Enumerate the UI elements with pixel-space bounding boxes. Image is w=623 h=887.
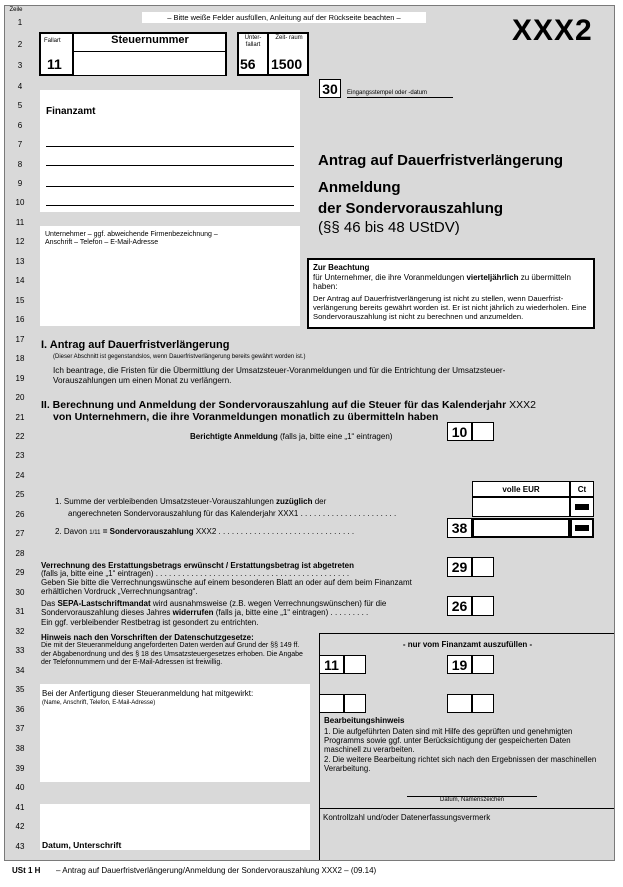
kontrollzahl-label: Kontrollzahl und/oder Datenerfassungsvermerk — [323, 813, 491, 822]
unterschrift-box[interactable] — [40, 804, 310, 850]
title-line1: Antrag auf Dauerfristverlängerung — [318, 152, 564, 169]
section2-heading1: II. Berechnung und Anmeldung der Sondervorauszahlung auf die Steuer für das Kalenderjahr XXX2 — [41, 399, 536, 411]
row-number: 17 — [15, 335, 25, 344]
kz-26-input[interactable] — [472, 596, 494, 616]
berichtigt-label: Berichtigte Anmeldung (falls ja, bitte eine „1“ eintragen) — [190, 432, 393, 441]
row-number: 26 — [15, 510, 25, 519]
kz-38: 38 — [447, 518, 472, 538]
row-number: 31 — [15, 607, 25, 616]
row-number: 36 — [15, 705, 25, 714]
datenschutz-text: Die mit der Steueranmeldung angeforderten Daten werden auf Grund der §§ 149 ff. der Abgabenordnung und des § 18 des Umsatzsteuergesetzes erhoben. Die Angabe der Telefonnummern und der E-Mail-Adressen ist freiwillig. — [41, 642, 303, 667]
beachtung-heading: Zur Beachtung — [313, 263, 370, 272]
amount2-eur[interactable] — [472, 518, 570, 538]
row-number: 18 — [15, 354, 25, 363]
row-number: 14 — [15, 276, 25, 285]
row-number: 19 — [15, 374, 25, 383]
instruction-banner: – Bitte weiße Felder ausfüllen, Anleitung auf der Rückseite beachten – — [142, 12, 426, 23]
row-number: 24 — [15, 471, 25, 480]
eingang-label: Eingangsstempel oder -datum — [347, 90, 453, 98]
unternehmer-label: Unternehmer – ggf. abweichende Firmenbezeichnung – Anschrift – Telefon – E-Mail-Adresse — [45, 231, 218, 246]
zeile-label: Zeile — [9, 7, 23, 13]
section2-heading2: von Unternehmern, die ihre Voranmeldungen monatlich zu übermitteln haben — [53, 411, 439, 423]
kz-10-input[interactable] — [472, 422, 494, 441]
amount1-ct[interactable] — [570, 497, 594, 517]
beachtung-text2: Der Antrag auf Dauerfristverlängerung ist nicht zu stellen, wenn Dauerfrist- verlängerung bereits gewährt worden ist. Er ist nicht jährlich zu wiederholen. Eine Sondervorauszahlung ist nicht zu berechnen und anzumelden. — [313, 294, 587, 321]
item1-line1: 1. Summe der verbleibenden Umsatzsteuer-Vorauszahlungen zuzüglich der — [55, 497, 327, 506]
form-code: XXX2 — [512, 14, 593, 47]
kz-29: 29 — [447, 557, 472, 577]
fa-empty-1[interactable] — [319, 694, 344, 713]
amount2-ct[interactable] — [570, 518, 594, 538]
sepa-line1: Das SEPA-Lastschriftmandat wird ausnahmsweise (z.B. wegen Verrechnungswünschen) für die — [41, 599, 387, 608]
row-number: 40 — [15, 783, 25, 792]
datum-unterschrift-label: Datum, Unterschrift — [42, 840, 122, 850]
row-number: 23 — [15, 451, 25, 460]
row-number: 33 — [15, 646, 25, 655]
row-number: 5 — [17, 101, 23, 110]
steuernummer-label: Steuernummer — [111, 34, 189, 46]
row-number: 43 — [15, 842, 25, 851]
row-number: 35 — [15, 685, 25, 694]
steuernummer-input[interactable] — [74, 51, 225, 75]
row-number: 13 — [15, 257, 25, 266]
row-number: 27 — [15, 529, 25, 538]
unternehmer-box[interactable] — [40, 226, 300, 326]
mitwirkung-box[interactable] — [40, 684, 310, 782]
zeitraum-value: 1500 — [271, 56, 303, 72]
fa-empty-4[interactable] — [472, 694, 494, 713]
footer-code: USt 1 H — [12, 866, 41, 875]
title-line3: der Sondervorauszahlung — [318, 200, 504, 217]
unterfallart-label: Unter- fallart — [244, 35, 262, 48]
row-number: 2 — [17, 40, 23, 49]
beachtung-text1: für Unternehmer, die ihre Voranmeldungen vierteljährlich zu übermitteln haben: — [313, 273, 571, 291]
amount1-eur[interactable] — [472, 497, 570, 517]
row-number: 39 — [15, 764, 25, 773]
row-number: 22 — [15, 432, 25, 441]
finanzamt-label: Finanzamt — [46, 106, 96, 117]
fallart-value: 11 — [47, 56, 62, 72]
fa-kz-11: 11 — [319, 655, 344, 674]
fallart-label: Fallart — [44, 38, 61, 44]
row-number: 11 — [15, 218, 25, 227]
row-number: 41 — [15, 803, 25, 812]
kz-10: 10 — [447, 422, 472, 441]
beachtung-box — [307, 258, 595, 329]
finanzamt-box[interactable] — [40, 90, 300, 212]
row-number: 34 — [15, 666, 25, 675]
row-number: 28 — [15, 549, 25, 558]
row-number: 12 — [15, 237, 25, 246]
col-eur-header: volle EUR — [472, 481, 570, 497]
row-number: 7 — [17, 140, 23, 149]
hinweis-heading: Bearbeitungshinweis — [324, 716, 405, 725]
item1-line2: angerechneten Sondervorauszahlung für das Kalenderjahr XXX1 . . . . . . . . . . . . . . . . . . . . . . — [68, 509, 397, 518]
datenschutz-heading: Hinweis nach den Vorschriften der Datenschutzgesetze: — [41, 633, 254, 642]
kz-26: 26 — [447, 596, 472, 616]
row-number: 42 — [15, 822, 25, 831]
fa-kz-19: 19 — [447, 655, 472, 674]
row-number: 20 — [15, 393, 25, 402]
sepa-line3: Ein ggf. verbleibender Restbetrag ist gesondert zu entrichten. — [41, 618, 259, 627]
row-number: 38 — [15, 744, 25, 753]
row-number: 16 — [15, 315, 25, 324]
row-number: 15 — [15, 296, 25, 305]
verrechnung-line3: Geben Sie bitte die Verrechnungswünsche auf einem besonderen Blatt an oder auf dem beim Finanzamt — [41, 578, 412, 587]
row-number: 25 — [15, 490, 25, 499]
col-ct-header: Ct — [570, 481, 594, 497]
section1-heading: I. Antrag auf Dauerfristverlängerung — [41, 339, 230, 351]
kz-29-input[interactable] — [472, 557, 494, 577]
fa-kz-19-input[interactable] — [472, 655, 494, 674]
mitwirkung-sub: (Name, Anschrift, Telefon, E-Mail-Adresse) — [42, 700, 156, 706]
row-number: 37 — [15, 724, 25, 733]
sepa-line2: Sondervorauszahlung dieses Jahres widerrufen (falls ja, bitte eine „1“ eintragen) . . . . . . . . . — [41, 608, 369, 617]
datum-namenszeichen: Datum, Namenszeichen — [439, 797, 505, 803]
unterfallart-value: 56 — [240, 56, 256, 72]
section1-note: (Dieser Abschnitt ist gegenstandslos, wenn Dauerfristverlängerung bereits gewährt worden ist.) — [53, 354, 306, 360]
verrechnung-heading: Verrechnung des Erstattungsbetrags erwünscht / Erstattungsbetrag ist abgetreten — [41, 561, 354, 570]
row-number: 6 — [17, 121, 23, 130]
row-number: 21 — [15, 413, 25, 422]
hinweis-2: 2. Die weitere Bearbeitung richtet sich nach den Ergebnissen der maschinellen Verarbeitung. — [324, 755, 597, 773]
verrechnung-line4: erhältlichen Vordruck „Verrechnungsantrag“. — [41, 587, 198, 596]
row-number: 8 — [17, 160, 23, 169]
row-number: 4 — [17, 82, 23, 91]
zeitraum-label: Zeit- raum — [275, 35, 303, 41]
mitwirkung-label: Bei der Anfertigung dieser Steueranmeldung hat mitgewirkt: — [42, 689, 254, 698]
row-number: 9 — [17, 179, 23, 188]
row-number: 32 — [15, 627, 25, 636]
verrechnung-line2: (falls ja, bitte eine „1“ eintragen) . . . . . . . . . . . . . . . . . . . . . . . . . . . . . . . . . . . . . . . . . . . . — [41, 569, 350, 578]
title-line2: Anmeldung — [318, 179, 401, 196]
section1-text: Ich beantrage, die Fristen für die Übermittlung der Umsatzsteuer-Voranmeldungen und für die Entrichtung der Umsatzsteuer-Vorauszahlungen um einen Monat zu verlängern. — [53, 366, 506, 385]
row-number: 30 — [15, 588, 25, 597]
row-number: 3 — [17, 61, 23, 70]
footer-text: – Antrag auf Dauerfristverlängerung/Anmeldung der Sondervorauszahlung XXX2 – (09.14) — [56, 866, 377, 875]
row-number: 29 — [15, 568, 25, 577]
row-number: 10 — [15, 198, 25, 207]
kz-30: 30 — [319, 79, 341, 98]
finanzamt-panel-heading: - nur vom Finanzamt auszufüllen - — [402, 640, 533, 649]
title-line4: (§§ 46 bis 48 UStDV) — [318, 219, 460, 236]
item2-line: 2. Davon 1/11 = Sondervorauszahlung XXX2 . . . . . . . . . . . . . . . . . . . . . . . . . . . . . . . — [55, 527, 355, 536]
fa-empty-2[interactable] — [344, 694, 366, 713]
row-number: 1 — [17, 18, 23, 27]
fa-kz-11-input[interactable] — [344, 655, 366, 674]
fa-empty-3[interactable] — [447, 694, 472, 713]
hinweis-1: 1. Die aufgeführten Daten sind mit Hilfe des geprüften und genehmigten Programms sowie ggf. unter Berücksichtigung der gespeicherten Daten maschinell zu verarbeiten. — [324, 727, 573, 754]
